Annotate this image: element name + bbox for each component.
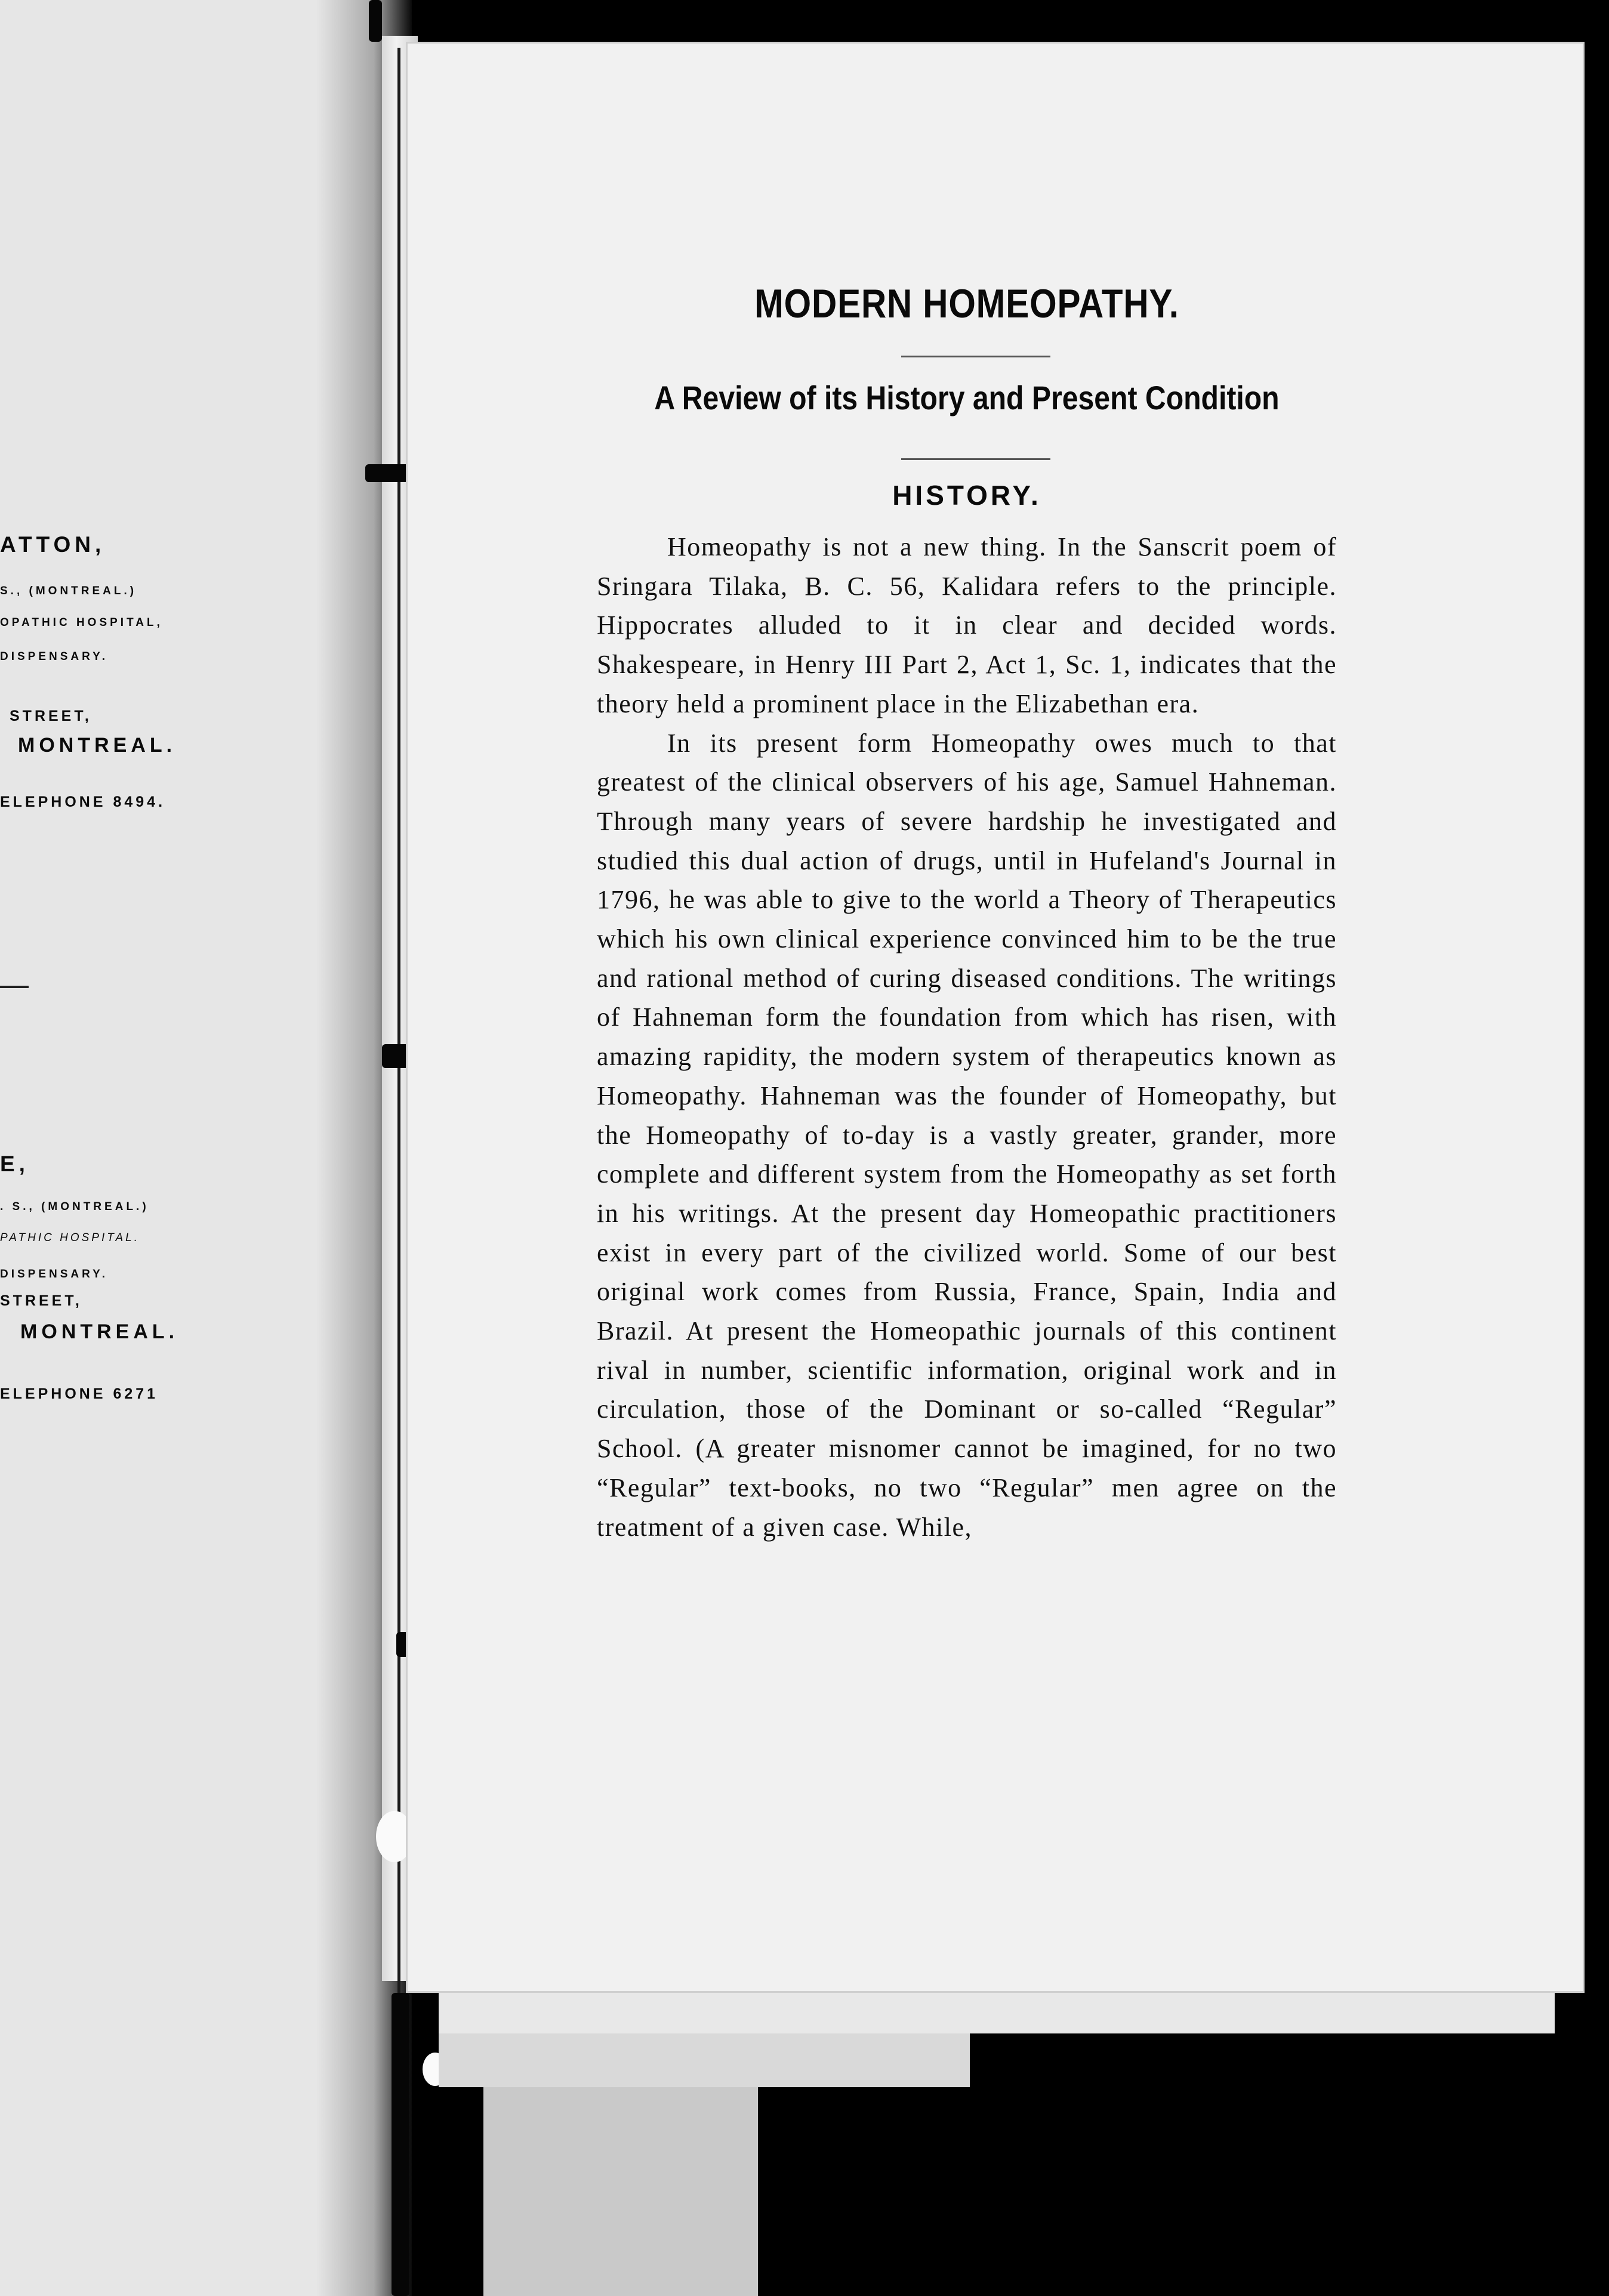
- left-page-line: STREET,: [10, 708, 92, 724]
- body-paragraph: Homeopathy is not a new thing. In the Sanscrit poem of Sringara Tilaka, B. C. 56, Kalidara refers to the principle. Hippocrates alluded to it in clear and decided words. Shakespeare, in Henry III Part 2, Act 1, Sc. 1, indicates that the theory held a prominent place in the Elizabethan era.: [597, 532, 1337, 718]
- binding-tape: [392, 1993, 409, 2296]
- left-page-line: MONTREAL.: [20, 1320, 179, 1343]
- binding-stitch-line: [397, 48, 400, 2005]
- left-page-line: STREET,: [0, 1292, 82, 1309]
- left-page-line: E,: [0, 1152, 29, 1176]
- left-page-line: ELEPHONE 6271: [0, 1385, 159, 1402]
- left-page-line: . S., (MONTREAL.): [0, 1201, 149, 1213]
- left-page-line: PATHIC HOSPITAL.: [0, 1232, 140, 1244]
- subtitle-rule: [901, 458, 1050, 460]
- section-heading: HISTORY.: [892, 480, 1041, 511]
- left-page-line: ATTON,: [0, 532, 106, 557]
- article-title: MODERN HOMEOPATHY.: [754, 281, 1179, 326]
- article-body: [597, 527, 1337, 1547]
- body-paragraph: In its present form Homeopathy owes much to that greatest of the clinical observers of his age, Samuel Hahneman. Through many years of severe hardship he investigated and studied this dual action of drugs, until in Hufeland's Journal in 1796, he was able to give to the world a Theory of Therapeutics which his own clinical experience convinced him to be the true and rational method of curing diseased conditions. The writings of Hahneman form the foundation from which has risen, with amazing rapidity, the modern system of therapeutics known as Homeopathy. Hahneman was the founder of Homeopathy, but the Homeopathy of to-day is a vastly greater, grander, more complete and different system from the Homeopathy as set forth in his writings. At the present day Homeopathic practitioners exist in every part of the civilized world. Some of our best original work comes from Russia, France, Spain, India and Brazil. At present the Homeopathic journals of this continent rival in number, scientific information, original work and in circulation, those of the Dominant or so-called “Regular” School. (A greater misnomer cannot be imagined, for no two “Regular” text-books, no two “Regular” men agree on the treatment of a given case. While,: [597, 728, 1337, 1542]
- page-edge-strip: [483, 2087, 758, 2296]
- binding-tape: [369, 0, 382, 42]
- page-edge-strip: [439, 1993, 1555, 2033]
- left-page-line: ELEPHONE 8494.: [0, 794, 166, 810]
- left-page-line: DISPENSARY.: [0, 650, 108, 663]
- left-page-line: S., (MONTREAL.): [0, 585, 137, 597]
- left-page-line: DISPENSARY.: [0, 1268, 108, 1280]
- left-page-rule: [0, 986, 29, 988]
- page-edge-strip: [439, 2033, 970, 2087]
- article-subtitle: A Review of its History and Present Condition: [654, 379, 1280, 416]
- left-page: [0, 0, 358, 2296]
- left-page-line: MONTREAL.: [18, 734, 177, 757]
- title-rule: [901, 356, 1050, 357]
- left-page-line: OPATHIC HOSPITAL,: [0, 616, 163, 629]
